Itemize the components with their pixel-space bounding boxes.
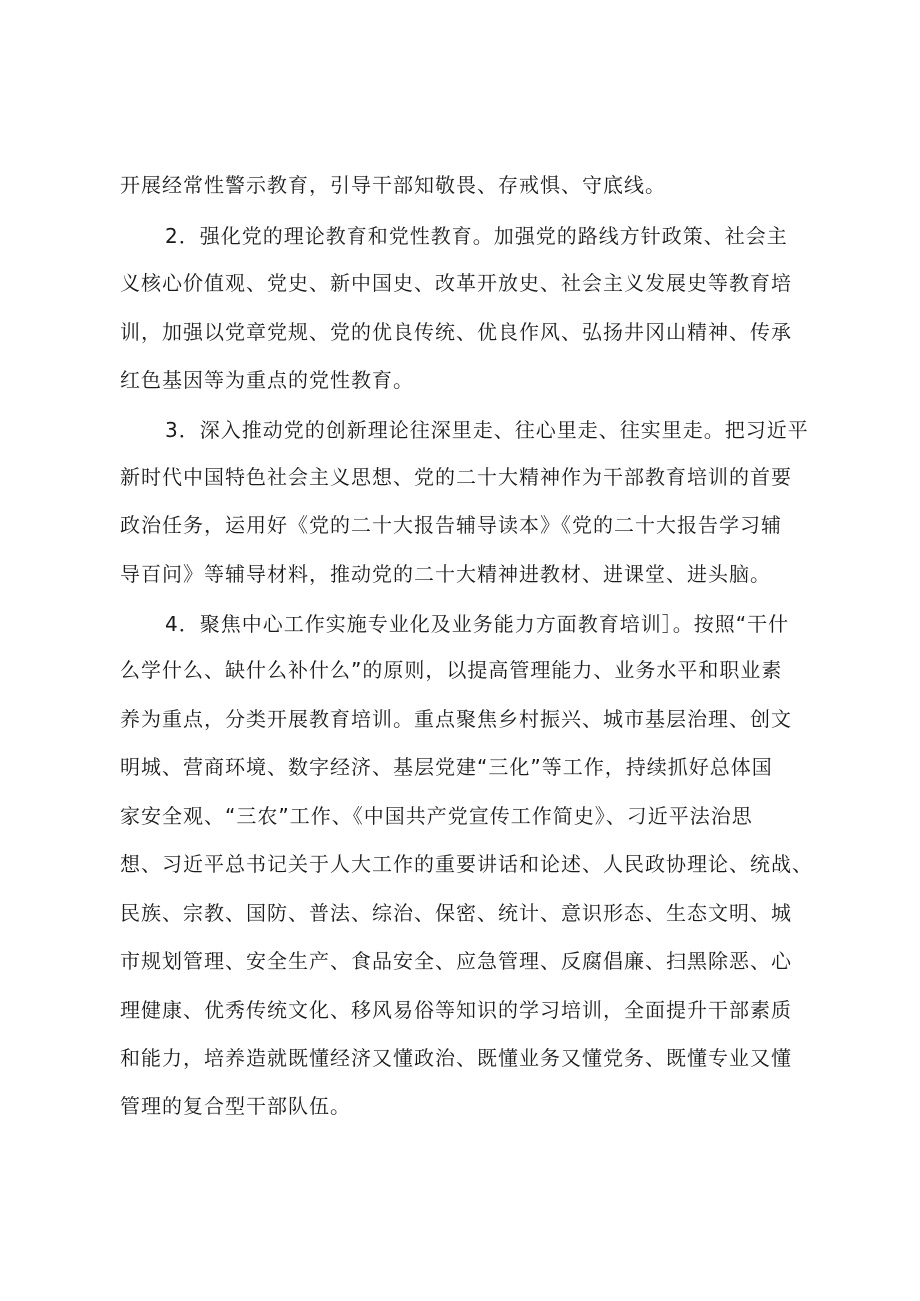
text-line: 红色基因等为重点的党性教育。 — [120, 368, 414, 392]
text-line: 养为重点，分类开展教育培训。重点聚焦乡村振兴、城市基层治理、创文 — [120, 707, 792, 731]
text-line: 管理的复合型干部队伍。 — [120, 1094, 351, 1118]
text-line: 训，加强以党章党规、党的优良传统、优良作风、弘扬井冈山精神、传承 — [120, 320, 792, 344]
text-line: 导百问》等辅导材料，推动党的二十大精神进教材、进课堂、进头脑。 — [120, 562, 771, 586]
text-line: 和能力，培养造就既懂经济又懂政治、既懂业务又懂党务、既懂专业又懂 — [120, 1046, 792, 1070]
text-line: 家安全观、“三农”工作、《中国共产党宣传工作简史》、刁近平法治思 — [120, 804, 753, 828]
text-line: 想、习近平总书记关于人大工作的重要讲话和论述、人民政协理论、统战、 — [120, 852, 813, 876]
text-line: 市规划管理、安全生产、食品安全、应急管理、反腐倡廉、扫黑除恶、心 — [120, 949, 792, 973]
text-line: 政治任务，运用好《党的二十大报告辅导读本》《党的二十大报告学习辅 — [120, 513, 782, 537]
text-line: 明城、营商环境、数字经济、基层党建“三化”等工作，持续抓好总体国 — [120, 755, 773, 779]
text-line: 义核心价值观、党史、新中国史、改革开放史、社会主义发展史等教育培 — [120, 271, 792, 295]
text-line: 新时代中国特色社会主义思想、党的二十大精神作为干部教育培训的首要 — [120, 465, 792, 489]
text-line: 民族、宗教、国防、普法、综治、保密、统计、意识形态、生态文明、城 — [120, 901, 792, 925]
text-line: 3．深入推动党的创新理论往深里走、往心里走、往实里走。把习近平 — [165, 418, 809, 442]
text-line: 开展经常性警示教育，引导干部知敬畏、存戒惧、守底线。 — [120, 173, 666, 197]
text-line: 么学什么、缺什么补什么”的原则，以提高管理能力、业务水平和职业素 — [120, 658, 783, 682]
text-line: 理健康、优秀传统文化、移风易俗等知识的学习培训，全面提升干部素质 — [120, 998, 792, 1022]
text-line: 2．强化党的理论教育和党性教育。加强党的路线方针政策、社会主 — [165, 224, 788, 248]
text-line: 4．聚焦中心工作实施专业化及业务能力方面教育培训］。按照“干什 — [165, 612, 790, 636]
